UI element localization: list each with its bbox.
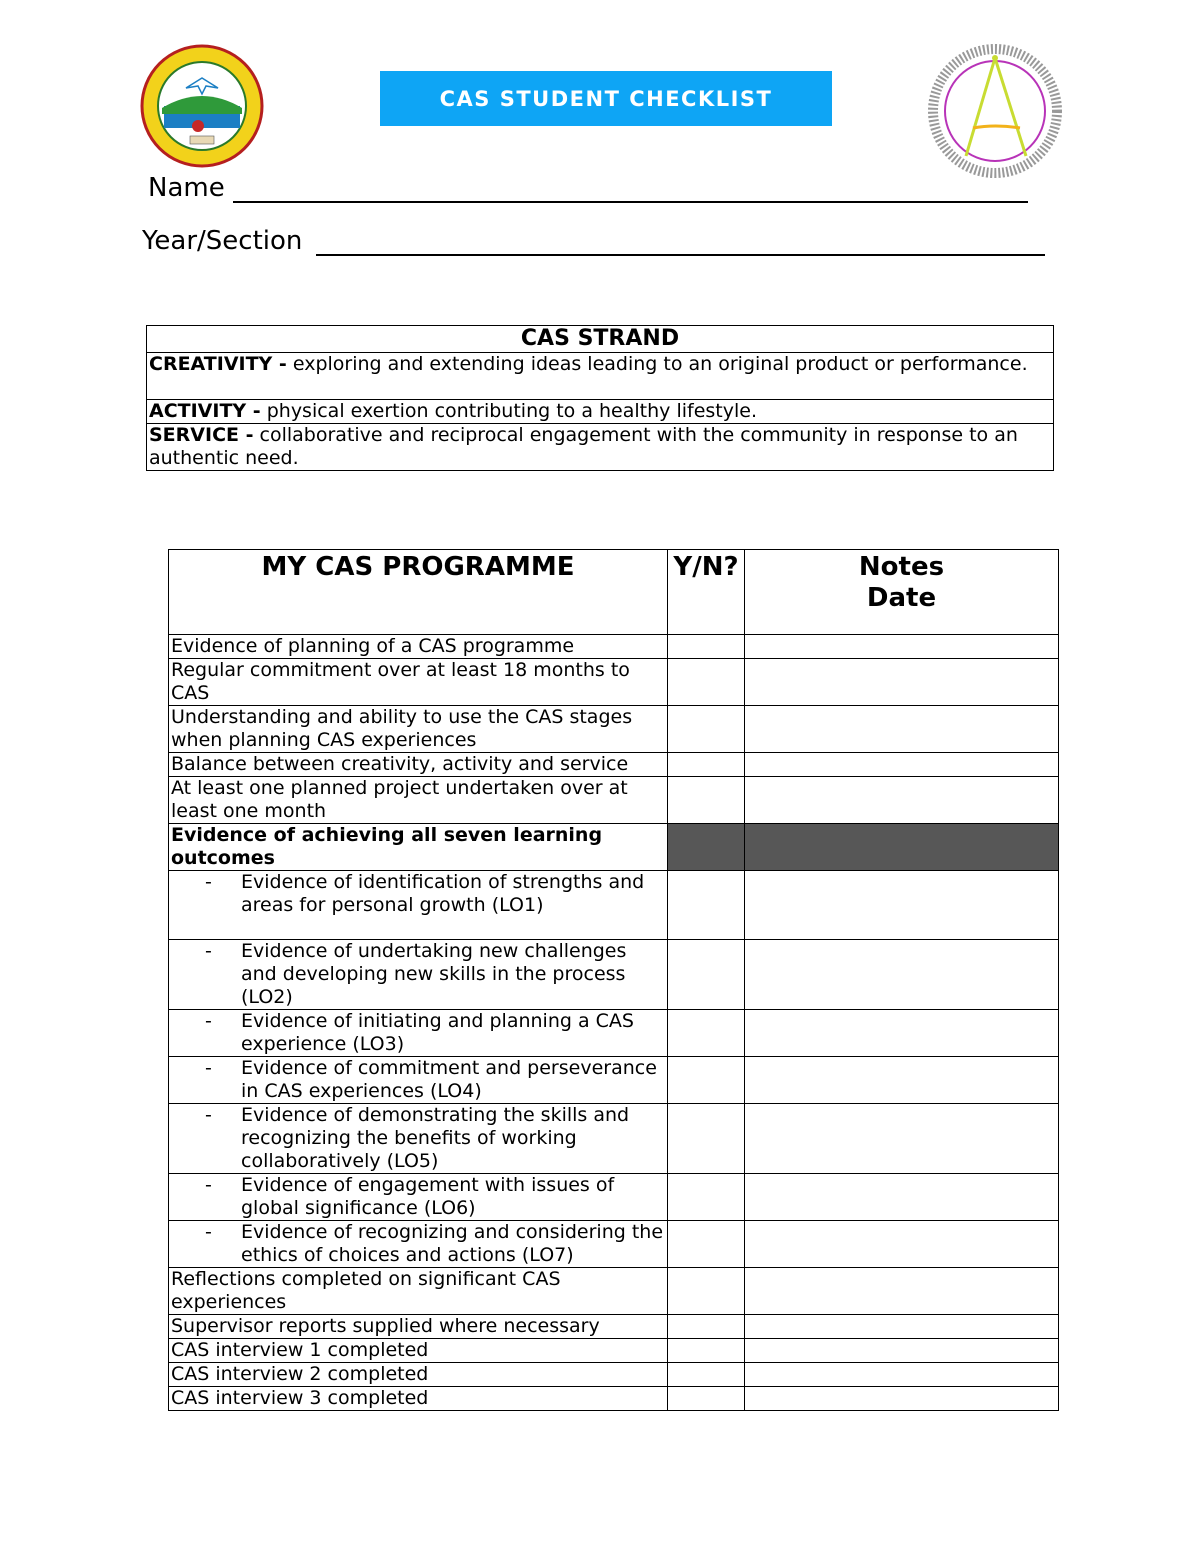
dash-marker: -: [205, 871, 212, 893]
strand-row: [147, 424, 1054, 471]
strand-desc: physical exertion contributing to a healthy lifestyle.: [260, 400, 757, 422]
strand-desc: collaborative and reciprocal engagement with the community in response to an authentic need.: [149, 424, 1018, 469]
yn-cell[interactable]: [668, 1104, 745, 1174]
yn-cell[interactable]: [668, 706, 745, 753]
notes-cell[interactable]: [745, 753, 1059, 777]
outcome-item: [169, 940, 668, 1010]
yn-cell[interactable]: [668, 1221, 745, 1268]
outcome-text: Evidence of initiating and planning a CAS experience (LO3): [241, 1010, 634, 1055]
outcome-text: Evidence of undertaking new challenges and developing new skills in the process (LO2): [241, 940, 627, 1008]
requirement-text: Reflections completed on significant CAS experiences: [169, 1268, 668, 1315]
notes-cell[interactable]: [745, 1315, 1059, 1339]
notes-cell[interactable]: [745, 940, 1059, 1010]
notes-cell[interactable]: [745, 706, 1059, 753]
table-row: [169, 871, 1059, 940]
yn-cell[interactable]: [668, 940, 745, 1010]
strand-term: CREATIVITY -: [149, 353, 287, 375]
table-row: [169, 1174, 1059, 1221]
table-row: [169, 659, 1059, 706]
table-row: [169, 824, 1059, 871]
requirement-text: Balance between creativity, activity and service: [169, 753, 668, 777]
yn-header: Y/N?: [668, 550, 745, 635]
outcome-text: Evidence of commitment and perseverance in CAS experiences (LO4): [241, 1057, 657, 1102]
outcome-text: Evidence of demonstrating the skills and recognizing the benefits of working collaboratively (LO5): [241, 1104, 630, 1172]
table-row: [169, 1363, 1059, 1387]
table-row: [169, 1104, 1059, 1174]
yn-cell[interactable]: [668, 753, 745, 777]
table-row: [169, 635, 1059, 659]
dash-marker: -: [205, 1221, 212, 1243]
outcome-item: [169, 1221, 668, 1268]
shaded-cell: [668, 824, 745, 871]
yn-cell[interactable]: [668, 1363, 745, 1387]
cas-strand-table: [146, 325, 1054, 471]
school-logo: [140, 44, 264, 168]
table-row: [169, 753, 1059, 777]
requirement-text: Regular commitment over at least 18 months to CAS: [169, 659, 668, 706]
notes-cell[interactable]: [745, 1363, 1059, 1387]
notes-cell[interactable]: [745, 1221, 1059, 1268]
name-field[interactable]: [233, 201, 1028, 203]
year-section-field[interactable]: [316, 254, 1045, 256]
notes-cell[interactable]: [745, 635, 1059, 659]
shaded-cell: [745, 824, 1059, 871]
cas-programme-table: [168, 549, 1059, 1411]
outcome-text: Evidence of engagement with issues of global significance (LO6): [241, 1174, 615, 1219]
yn-cell[interactable]: [668, 1174, 745, 1221]
outcomes-header: Evidence of achieving all seven learning outcomes: [169, 824, 668, 871]
yn-cell[interactable]: [668, 659, 745, 706]
strand-row: [147, 353, 1054, 400]
notes-cell[interactable]: [745, 871, 1059, 940]
table-row: [169, 777, 1059, 824]
outcome-text: Evidence of recognizing and considering the ethics of choices and actions (LO7): [241, 1221, 664, 1266]
table-row: [169, 1315, 1059, 1339]
requirement-text: Supervisor reports supplied where necessary: [169, 1315, 668, 1339]
table-row: [169, 1057, 1059, 1104]
table-row: [169, 1221, 1059, 1268]
table-row: [169, 706, 1059, 753]
strand-desc: exploring and extending ideas leading to an original product or performance.: [286, 353, 1028, 375]
table-row: [169, 1010, 1059, 1057]
notes-cell[interactable]: [745, 1010, 1059, 1057]
programme-header: MY CAS PROGRAMME: [169, 550, 668, 635]
notes-cell[interactable]: [745, 1174, 1059, 1221]
outcome-text: Evidence of identification of strengths and areas for personal growth (LO1): [241, 871, 645, 916]
outcome-item: [169, 1104, 668, 1174]
yn-cell[interactable]: [668, 1010, 745, 1057]
requirement-text: Evidence of planning of a CAS programme: [169, 635, 668, 659]
yn-cell[interactable]: [668, 1057, 745, 1104]
outcome-item: [169, 1010, 668, 1057]
requirement-text: CAS interview 1 completed: [169, 1339, 668, 1363]
yn-cell[interactable]: [668, 871, 745, 940]
requirement-text: CAS interview 2 completed: [169, 1363, 668, 1387]
notes-cell[interactable]: [745, 1268, 1059, 1315]
yn-cell[interactable]: [668, 1387, 745, 1411]
strand-term: ACTIVITY -: [149, 400, 261, 422]
notes-cell[interactable]: [745, 1387, 1059, 1411]
notes-cell[interactable]: [745, 659, 1059, 706]
strand-row: [147, 400, 1054, 424]
dash-marker: -: [205, 1057, 212, 1079]
outcome-item: [169, 1174, 668, 1221]
table-row: [169, 940, 1059, 1010]
table-row: [169, 1387, 1059, 1411]
yn-cell[interactable]: [668, 777, 745, 824]
notes-date-header: [745, 550, 1059, 635]
notes-cell[interactable]: [745, 1104, 1059, 1174]
page-title: CAS STUDENT CHECKLIST: [380, 71, 832, 126]
notes-cell[interactable]: [745, 777, 1059, 824]
strand-term: SERVICE -: [149, 424, 254, 446]
date-label: Date: [866, 583, 937, 613]
requirement-text: Understanding and ability to use the CAS stages when planning CAS experiences: [169, 706, 668, 753]
yn-cell[interactable]: [668, 1268, 745, 1315]
outcome-item: [169, 871, 668, 940]
yn-cell[interactable]: [668, 1315, 745, 1339]
strand-header: CAS STRAND: [147, 326, 1054, 353]
table-row: [169, 1268, 1059, 1315]
dash-marker: -: [205, 1174, 212, 1196]
requirement-text: At least one planned project undertaken over at least one month: [169, 777, 668, 824]
dash-marker: -: [205, 1010, 212, 1032]
requirement-text: CAS interview 3 completed: [169, 1387, 668, 1411]
dash-marker: -: [205, 1104, 212, 1126]
cas-logo: [928, 44, 1062, 178]
yn-cell[interactable]: [668, 1339, 745, 1363]
outcome-item: [169, 1057, 668, 1104]
table-row: [169, 1339, 1059, 1363]
yn-cell[interactable]: [668, 635, 745, 659]
name-label: Name: [148, 173, 225, 203]
notes-cell[interactable]: [745, 1057, 1059, 1104]
year-section-label: Year/Section: [142, 226, 303, 256]
dash-marker: -: [205, 940, 212, 962]
notes-cell[interactable]: [745, 1339, 1059, 1363]
notes-label: Notes: [858, 552, 945, 582]
